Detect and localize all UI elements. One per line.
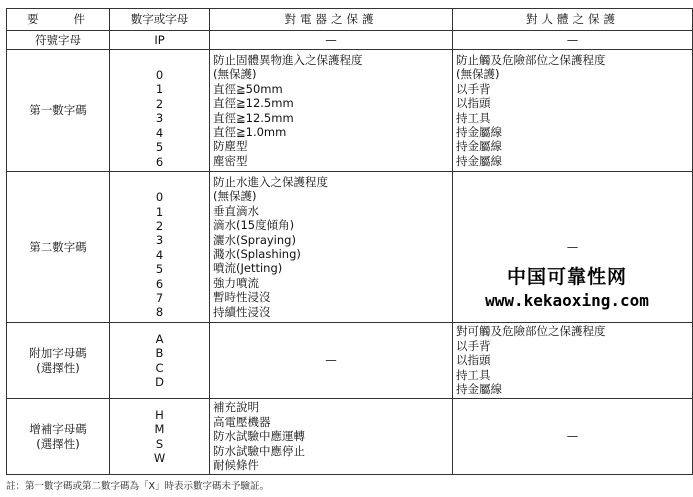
- row-codes: A B C D: [110, 323, 210, 399]
- row-body: —: [453, 31, 693, 50]
- row-label: 第二數字碼: [7, 172, 110, 323]
- table-row: [7, 323, 693, 399]
- row-device: 防止水進入之保護程度 (無保護) 垂直滴水 滴水(15度傾角) 灑水(Spraying) 濺水(Splashing) 噴流(Jetting) 強力噴流 暫時性浸沒 持續性浸沒: [210, 172, 453, 323]
- header-row: [7, 9, 693, 31]
- row-body: —: [453, 399, 693, 475]
- row-device: 補充說明 高電壓機器 防水試驗中應運轉 防水試驗中應停止 耐候條件: [210, 399, 453, 475]
- table-row: [7, 50, 693, 172]
- row-label: 符號字母: [7, 31, 110, 50]
- table-row: [7, 399, 693, 475]
- row-device: —: [210, 323, 453, 399]
- row-codes: H M S W: [110, 399, 210, 475]
- row-device: 防止固體異物進入之保護程度 (無保護) 直徑≧50mm 直徑≧12.5mm 直徑≧12.5mm 直徑≧1.0mm 防塵型 塵密型: [210, 50, 453, 172]
- ip-code-table: [6, 8, 693, 475]
- row-device: —: [210, 31, 453, 50]
- footnote: 註：第一數字碼或第二數字碼為「X」時表示數字碼未予驗証。: [6, 481, 270, 492]
- row-label: 第一數字碼: [7, 50, 110, 172]
- row-label: 附加字母碼 (選擇性): [7, 323, 110, 399]
- header-requirement: 要 件: [7, 9, 110, 31]
- row-body: 防止觸及危險部位之保護程度 (無保護) 以手背 以指頭 持工具 持金屬線 持金屬線 持金屬線: [453, 50, 693, 172]
- watermark-title: 中国可靠性网: [506, 266, 627, 288]
- header-digit-letter: 數字或字母: [110, 9, 210, 31]
- row-label: 增補字母碼 (選擇性): [7, 399, 110, 475]
- watermark-url: www.kekaoxing.com: [485, 291, 649, 310]
- row-codes: 0 1 2 3 4 5 6 7 8: [110, 172, 210, 323]
- row-body: 對可觸及危險部位之保護程度 以手背 以指頭 持工具 持金屬線: [453, 323, 693, 399]
- row-body: —: [453, 172, 693, 323]
- watermark: [462, 262, 672, 310]
- header-device-protection: 對電器之保護: [210, 9, 453, 31]
- row-codes: IP: [110, 31, 210, 50]
- header-human-protection: 對人體之保護: [453, 9, 693, 31]
- row-codes: 0 1 2 3 4 5 6: [110, 50, 210, 172]
- table-row: [7, 31, 693, 50]
